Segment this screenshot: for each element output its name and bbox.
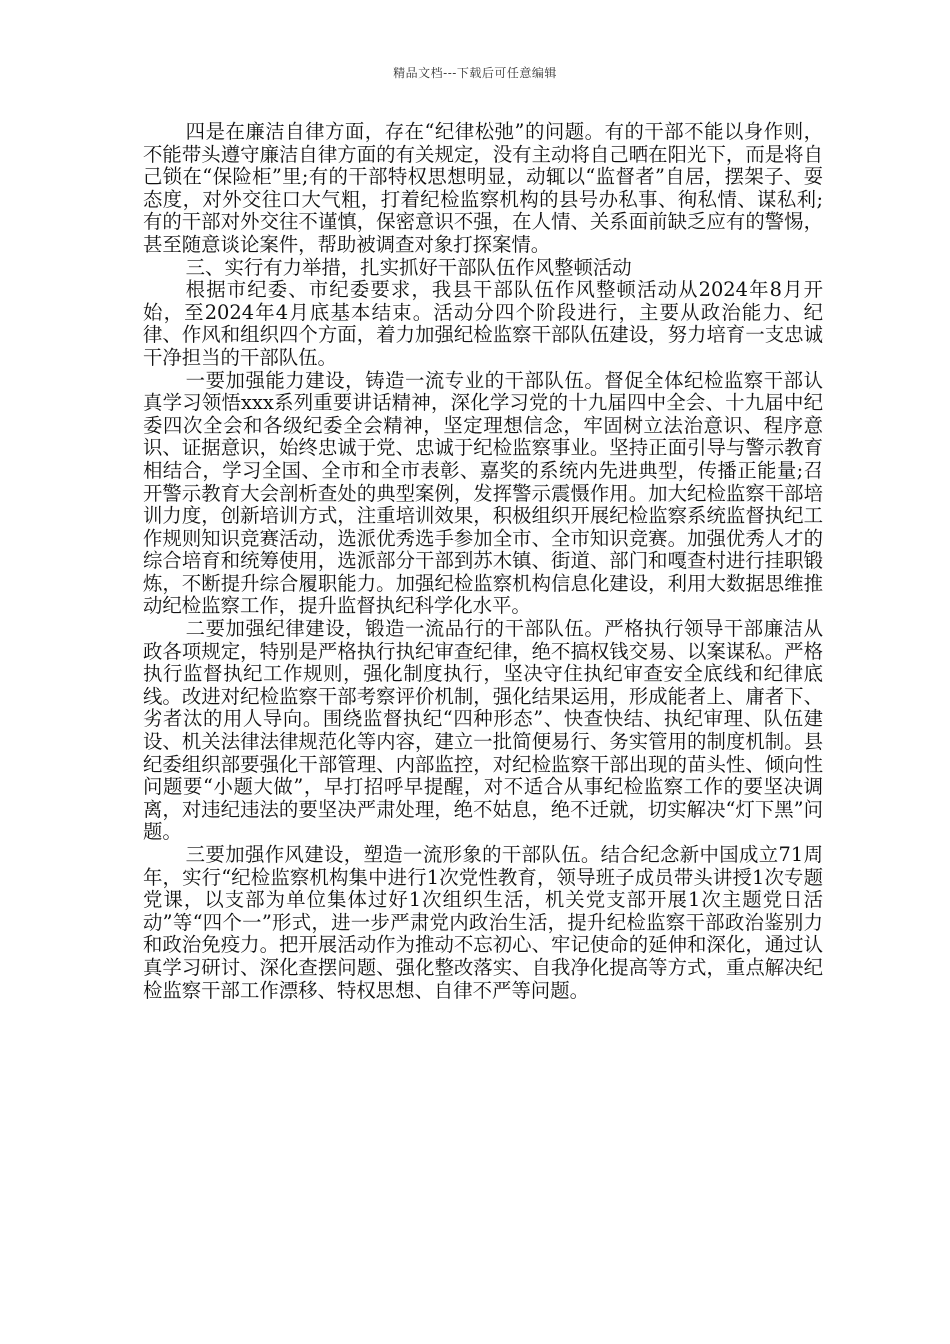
section-heading: 三、实行有力举措，扎实抓好干部队伍作风整顿活动	[185, 255, 632, 279]
page-header: 精品文档---下载后可任意编辑	[393, 66, 557, 80]
paragraph-discipline-issue: 四是在廉洁自律方面，存在“纪律松弛”的问题。有的干部不能以身作则，不能带头遵守廉洁自律方面的有关规定，没有主动将自己晒在阳光下，而是将自己锁在“保险柜”里;有的干部特权思想明显，动辄以“监督者”自居，摆架子、耍态度，对外交往口大气粗，打着纪检监察机构的县号办私事、徇私情、谋私利;有的干部对外交往不谨慎，保密意识不强，在人情、关系面前缺乏应有的警惕，甚至随意谈论案件，帮助被调查对象打探案情。	[143, 120, 823, 256]
paragraph-discipline-building: 二要加强纪律建设，锻造一流品行的干部队伍。严格执行领导干部廉洁从政各项规定，特别是严格执行执纪审查纪律，绝不搞权钱交易、以案谋私。严格执行监督执纪工作规则，强化制度执行，坚决守住执纪审查安全底线和纪律底线。改进对纪检监察干部考察评价机制，强化结果运用，形成能者上、庸者下、劣者汰的用人导向。围绕监督执纪“四种形态”、快查快结、执纪审理、队伍建设、机关法律法律规范化等内容，建立一批简便易行、务实管用的制度机制。县纪委组织部要强化干部管理、内部监控，对纪检监察干部出现的苗头性、倾向性问题要“小题大做”，早打招呼早提醒，对不适合从事纪检监察工作的要坚决调离，对违纪违法的要坚决严肃处理，绝不姑息，绝不迁就，切实解决“灯下黑”问题。	[143, 617, 823, 844]
paragraph-style-building: 三要加强作风建设，塑造一流形象的干部队伍。结合纪念新中国成立71周年，实行“纪检监察机构集中进行1次党性教育，领导班子成员带头讲授1次专题党课，以支部为单位集体过好1次组织生活，机关党支部开展1次主题党日活动”等“四个一”形式，进一步严肃党内政治生活，提升纪检监察干部政治鉴别力和政治免疫力。把开展活动作为推动不忘初心、牢记使命的延伸和深化，通过认真学习研讨、深化查摆问题、强化整改落实、自我净化提高等方式，重点解决纪检监察干部工作漂移、特权思想、自律不严等问题。	[143, 843, 823, 1002]
document-body	[143, 121, 823, 1002]
paragraph-campaign-overview: 根据市纪委、市纪委要求，我县干部队伍作风整顿活动从2024年8月开始，至2024年4月底基本结束。活动分四个阶段进行，主要从政治能力、纪律、作风和组织四个方面，着力加强纪检监察干部队伍建设，努力培育一支忠诚干净担当的干部队伍。	[143, 278, 823, 369]
paragraph-capability-building: 一要加强能力建设，铸造一流专业的干部队伍。督促全体纪检监察干部认真学习领悟xxx系列重要讲话精神，深化学习党的十九届四中全会、十九届中纪委四次全会和各级纪委全会精神，坚定理想信念，牢固树立法治意识、程序意识、证据意识，始终忠诚于党、忠诚于纪检监察事业。坚持正面引导与警示教育相结合，学习全国、全市和全市表彰、嘉奖的系统内先进典型，传播正能量;召开警示教育大会剖析查处的典型案例，发挥警示震慑作用。加大纪检监察干部培训力度，创新培训方式，注重培训效果，积极组织开展纪检监察系统监督执纪工作规则知识竞赛活动，选派优秀选手参加全市、全市知识竞赛。加强优秀人才的综合培育和统筹使用，选派部分干部到苏木镇、街道、部门和嘎查村进行挂职锻炼，不断提升综合履职能力。加强纪检监察机构信息化建设，利用大数据思维推动纪检监察工作，提升监督执纪科学化水平。	[143, 368, 823, 618]
